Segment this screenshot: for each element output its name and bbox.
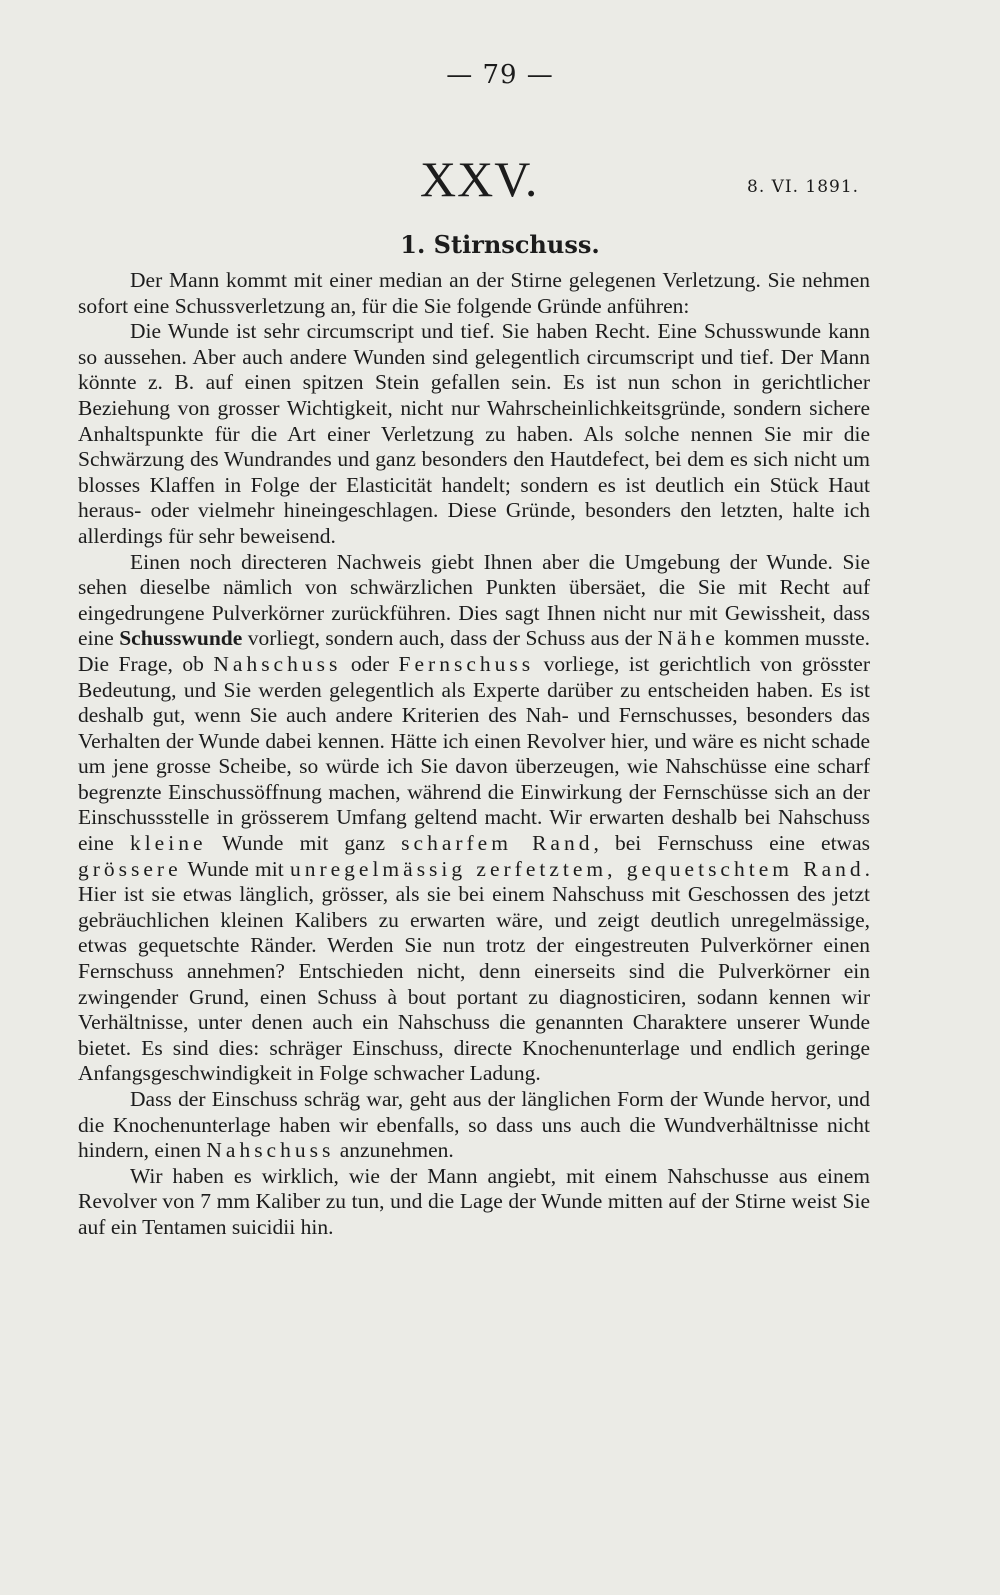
paragraph (78, 550, 870, 1087)
text-run: Einen noch directeren Nachweis giebt Ihnen aber die Umgebung der Wunde. Sie sehen dieselbe nämlich von schwärzlichen Punkten übersäet, die Sie mit Recht auf eingedrungene Pulverkörner zurückführen. Dies sagt Ihnen nicht nur mit Gewissheit, dass eine (78, 549, 870, 651)
text-run: , bei Fernschuss eine etwas (593, 831, 870, 856)
section-heading: 1. Stirnschuss. (400, 230, 600, 259)
bold-text: Schusswunde (119, 626, 243, 651)
paragraph (78, 319, 870, 549)
page-number: — 79 — (446, 60, 554, 90)
text-run: Wir haben es wirklich, wie der Mann angiebt, mit einem Nahschusse aus einem Revolver von 7 mm Kaliber zu tun, und die Lage der Wunde mitten auf der Stirne weist Sie auf ein Tentamen suicidii hin. (78, 1163, 870, 1239)
text-run: kommen musste. Die Frage, ob (78, 626, 871, 676)
text-run: Wunde mit ganz (206, 831, 402, 856)
spaced-text: kleine (129, 831, 207, 856)
text-run: vorliegt, sondern auch, dass der Schuss aus der (242, 626, 658, 651)
paragraph (78, 1087, 870, 1164)
text-run: . Hier ist sie etwas länglich, grösser, als sie bei einem Nahschuss mit Geschossen des jetzt gebräuchlichen kleinen Kalibers zu erwarten wäre, und zeigt deutlich unregelmässige, etwas gequetschte Ränder. Werden Sie nun trotz der eingestreuten Pulverkörner einen Fernschuss annehmen? Entschieden nicht, denn einerseits sind die Pulverkörner ein zwingender Grund, einen Schuss à bout portant zu diagnosticiren, sodann kennen wir Verhältnisse, unter denen auch ein Nahschuss die genannten Charaktere unserer Wunde bietet. Es sind dies: schräger Einschuss, directe Knochenunterlage und endlich geringe Anfangsgeschwindigkeit in Folge schwacher Ladung. (78, 856, 870, 1086)
paragraph (78, 268, 870, 319)
chapter-title: XXV. (420, 151, 539, 207)
spaced-text: grössere (78, 856, 182, 881)
chapter-date: 8. VI. 1891. (747, 177, 860, 197)
text-run: vorliege, ist gerichtlich von grösster Bedeutung, und Sie werden gelegentlich als Experte darüber zu entscheiden haben. Es ist deshalb gut, wenn Sie auch andere Kriterien des Nah- und Fernschusses, besonders das Verhalten der Wunde dabei kennen. Hätte ich einen Revolver hier, und wäre es nicht schade um jene grosse Scheibe, so würde ich Sie davon überzeugen, wie Nahschüsse eine scharf begrenzte Einschussöffnung machen, während die Einwirkung der Fernschüsse sich an der Einschussstelle in grösserem Umfang geltend macht. Wir erwarten deshalb bei Nahschuss eine (78, 651, 870, 856)
text-run: anzunehmen. (334, 1138, 454, 1163)
spaced-text: unregelmässig zerfetztem, gequetschtem Rand (289, 856, 865, 881)
spaced-text: scharfem Rand (401, 831, 594, 856)
spaced-text: Nähe (657, 626, 719, 651)
text-run: Der Mann kommt mit einer median an der Stirne gelegenen Verletzung. Sie nehmen sofort eine Schussverletzung an, für die Sie folgende Gründe anführen: (78, 268, 870, 318)
spaced-text: Nahschuss (206, 1138, 335, 1163)
spaced-text: Fernschuss (398, 651, 535, 676)
spaced-text: Nahschuss (213, 651, 342, 676)
paragraph (78, 1164, 870, 1241)
text-run: oder (341, 651, 399, 676)
text-run: Wunde mit (181, 856, 290, 881)
text-run: Die Wunde ist sehr circumscript und tief. Sie haben Recht. Eine Schusswunde kann so aussehen. Aber auch andere Wunden sind gelegentlich circumscript und tief. Der Mann könnte z. B. auf einen spitzen Stein gefallen sein. Es ist nun schon in gerichtlicher Beziehung von grosser Wichtigkeit, nicht nur Wahrscheinlichkeitsgründe, sondern sichere Anhaltspunkte für die Art einer Verletzung zu haben. Als solche nennen Sie mir die Schwärzung des Wundrandes und ganz besonders den Hautdefect, bei dem es sich nicht um blosses Klaffen in Folge der Elasticität handelt; sondern es ist deutlich ein Stück Haut heraus- oder vielmehr hineingeschlagen. Diese Gründe, besonders den letzten, halte ich allerdings für sehr beweisend. (78, 319, 870, 548)
body-text (78, 268, 870, 1241)
text-run: Dass der Einschuss schräg war, geht aus der länglichen Form der Wunde hervor, und die Knochenunterlage haben wir ebenfalls, so dass uns auch die Wundverhältnisse nicht hindern, einen (78, 1087, 870, 1163)
